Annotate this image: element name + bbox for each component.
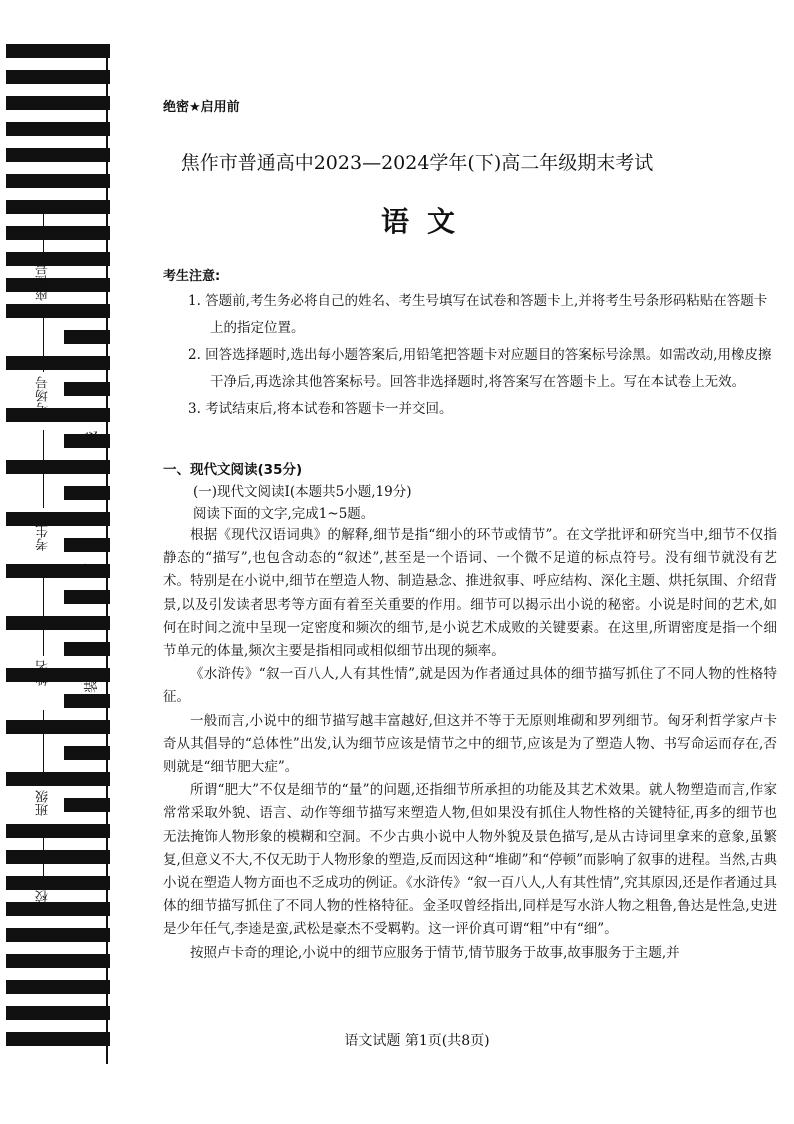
binding-stripe [64,538,110,552]
notice-item: 3. 考试结束后,将本试卷和答题卡一并交回。 [188,401,453,417]
seat-label: 座位号 [36,262,51,301]
secret-mark: 绝密★启用前 [163,100,240,115]
passage-paragraph: 一般而言,小说中的细节描写越丰富越好,但这并不等于无原则堆砌和罗列细节。匈牙利哲学家卢卡奇从其倡导的“总体性”出发,认为细节应该是情节之中的细节,应该是为了塑造人物、书写命运而存在,否则就是“细节肥大症”。 [163,712,777,776]
number-field [43,430,44,508]
binding-stripe [6,928,110,942]
notice-list [188,288,776,423]
binding-stripe [6,408,110,422]
binding-stripe [6,70,110,84]
binding-stripe [64,746,110,760]
passage-paragraph: 根据《现代汉语词典》的解释,细节是指“细小的环节或情节”。在文学批评和研究当中,细节不仅指静态的“描写”,也包含动态的“叙述”,甚至是一个语词、一个微不足道的标点符号。没有细节就没有艺术。特别是在小说中,细节在塑造人物、制造悬念、推进叙事、呼应结构、深化主题、烘托氛围、介绍背景,以及引发读者思考等方面有着至关重要的作用。细节可以揭示出小说的秘密。小说是时间的艺术,如何在时间之流中呈现一定密度和频次的细节,是小说艺术成败的关键要素。在这里,所谓密度是指一个细节单元的体量,频次主要是指相同或相似细节出现的频率。 [163,527,777,660]
room-label: 考场号 [36,376,51,415]
bind-char-staple: 订 [84,563,100,577]
binding-stripes [6,44,110,1064]
class-field [43,710,44,786]
room-field [43,316,44,372]
school-field [43,830,44,886]
passage-paragraph: 按照卢卡奇的理论,小说中的细节应服务于情节,情节服务于故事,故事服务于主题,并 [190,944,680,961]
binding-stripe [64,330,110,344]
passage-paragraph: 所谓“肥大”不仅是细节的“量”的问题,还指细节所承担的功能及其艺术效果。就人物塑造而言,作家常常采取外貌、语言、动作等细节描写来塑造人物,但如果没有抓住人物性格的关键特征,再多的细节也无法掩饰人物形象的模糊和空洞。不少古典小说中人物外貌及景色描写,是从古诗词里拿来的意象,虽繁复,但意义不大,不仅无助于人物形象的塑造,反而因这种“堆砌”和“停顿”而影响了叙事的进程。当然,古典小说在塑造人物方面也不乏成功的例证。《水浒传》“叙一百八人,人有其性情”,究其原因,还是作者通过具体的细节描写抓住了不同人物的性格特征。金圣叹曾经指出,同样是写水浒人物之粗鲁,鲁达是性急,史进是少年任气,李逵是蛮,武松是豪杰不受羁靮。这一评价真可谓“粗”中有“细”。 [163,782,777,938]
binding-stripe [64,486,110,500]
number-label: 考生号 [36,512,51,551]
notice-heading: 考生注意: [163,269,221,284]
binding-stripe [6,356,110,370]
binding-stripe [6,720,110,734]
passage-paragraph: 《水浒传》“叙一百八人,人有其性情”,就是因为作者通过具体的细节描写抓住了不同人物的性格特征。 [163,666,777,706]
name-field [43,570,44,656]
binding-stripe [6,980,110,994]
binding-stripe [64,642,110,656]
binding-stripe [6,252,110,266]
binding-stripe [6,772,110,786]
reading-passage [163,524,777,965]
bind-char-bind: 装 [84,679,100,693]
binding-stripe [6,824,110,838]
binding-stripe [64,382,110,396]
binding-stripe [6,122,110,136]
binding-stripe [6,96,110,110]
binding-stripe [6,616,110,630]
bind-char-line: 线 [84,431,100,445]
school-label: 学校 [36,890,51,916]
binding-line [106,44,108,1064]
binding-stripe [64,590,110,604]
exam-title: 焦作市普通高中2023—2024学年(下)高二年级期末考试 [180,152,654,174]
binding-stripe [6,460,110,474]
binding-stripe [6,278,110,292]
instruction: 阅读下面的文字,完成1~5题。 [193,506,375,522]
binding-stripe [6,174,110,188]
binding-stripe [6,44,110,58]
binding-stripe [64,798,110,812]
binding-stripe [6,954,110,968]
notice-item: 1. 答题前,考生务必将自己的姓名、考生号填写在试卷和答题卡上,并将考生号条形码粘贴在答题卡上的指定位置。 [188,293,768,336]
page-footer: 语文试题 第1页(共8页) [344,1033,490,1049]
binding-stripe [6,512,110,526]
class-label: 班级 [36,790,51,816]
binding-stripe [6,1006,110,1020]
sub-heading: (一)现代文阅读Ⅰ(本题共5小题,19分) [193,484,412,500]
section-heading: 一、现代文阅读(35分) [163,462,303,478]
binding-stripe [6,850,110,864]
binding-stripe [6,304,110,318]
name-label: 姓名 [36,660,51,686]
binding-stripe [6,876,110,890]
notice-item: 2. 回答选择题时,选出每小题答案后,用铅笔把答题卡对应题目的答案标号涂黑。如需改动,用橡皮擦干净后,再选涂其他答案标号。回答非选择题时,将答案写在答题卡上。写在本试卷上无效。 [188,347,772,390]
binding-stripe [64,694,110,708]
subject-title: 语文 [380,205,473,238]
binding-stripe [6,902,110,916]
